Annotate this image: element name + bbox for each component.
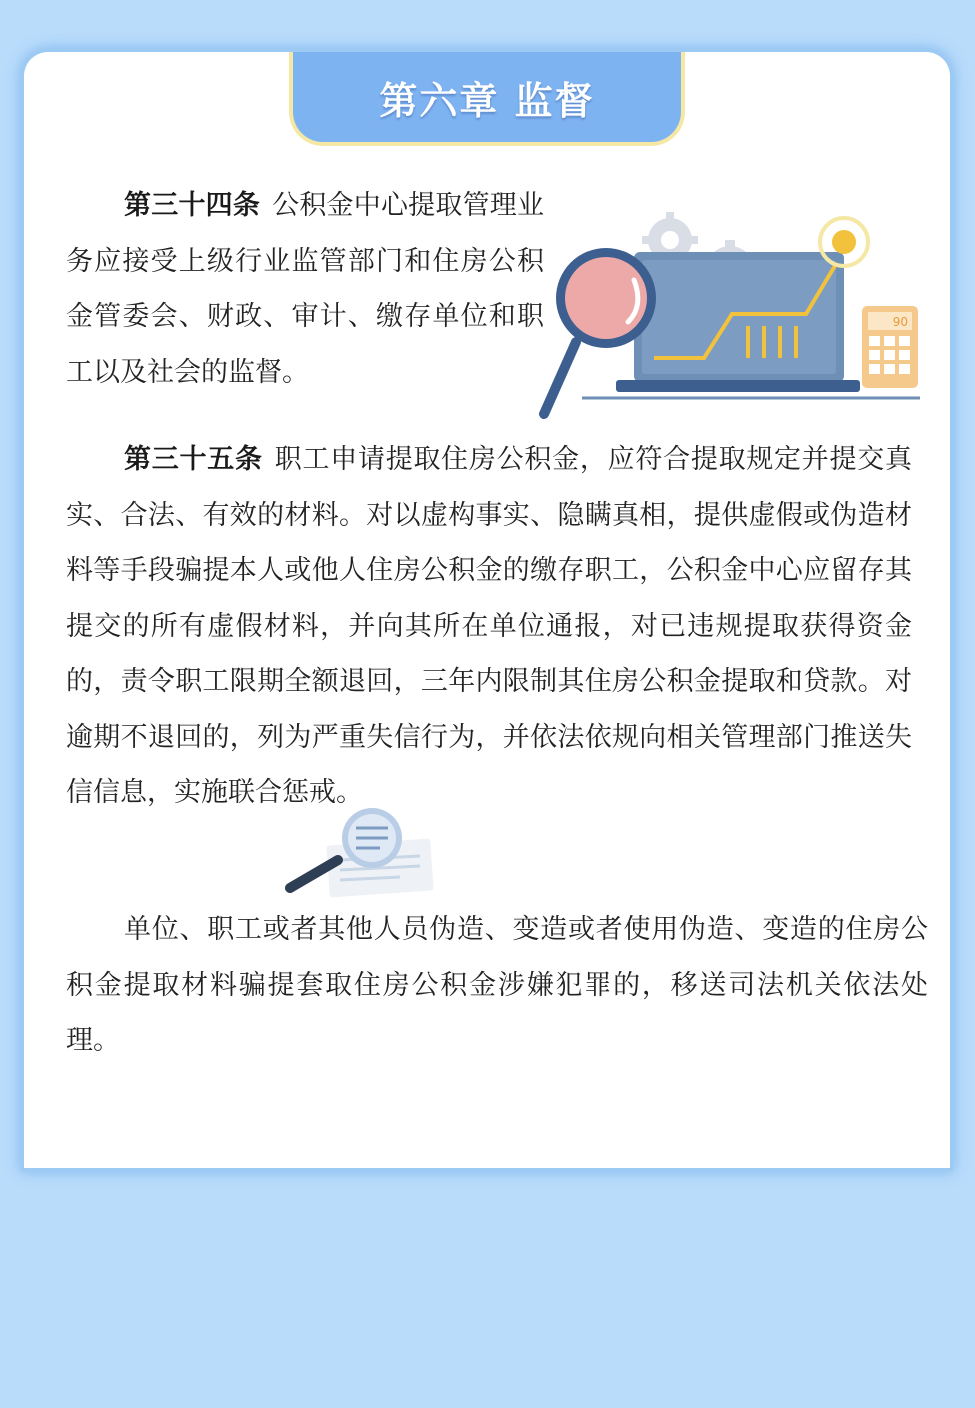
article-34 xyxy=(66,178,544,400)
laptop-magnifier-illustration xyxy=(536,208,926,426)
chapter-title: 第六章 监督 xyxy=(379,78,595,123)
calculator-display: 90 xyxy=(892,315,908,329)
article-text: 职工申请提取住房公积金，应符合提取规定并提交真实、合法、有效的材料。对以虚构事实、隐瞒真相，提供虚假或伪造材料等手段骗提本人或他人住房公积金的缴存职工，公积金中心应留存其提交的所有虚假材料，并向其所在单位通报，对已违规提取获得资金的，责令职工限期全额退回，三年内限制其住房公积金提取和贷款。对逾期不退回的，列为严重失信行为，并依法依规向相关管理部门推送失信信息，实施联合惩戒。 xyxy=(66,444,913,808)
article-35 xyxy=(66,432,912,821)
article-text: 公积金中心提取管理业务应接受上级行业监管部门和住房公积金管委会、财政、审计、缴存单位和职工以及社会的监督。 xyxy=(66,190,545,388)
article-label: 第三十五条 xyxy=(124,444,263,475)
article-36-supplement xyxy=(66,902,928,1069)
article-label: 第三十四条 xyxy=(124,190,261,221)
chapter-header xyxy=(289,52,685,146)
article-text: 单位、职工或者其他人员伪造、变造或者使用伪造、变造的住房公积金提取材料骗提套取住房公积金涉嫌犯罪的，移送司法机关依法处理。 xyxy=(66,914,928,1056)
calculator-icon xyxy=(862,306,918,388)
document-magnifier-illustration xyxy=(280,808,440,898)
